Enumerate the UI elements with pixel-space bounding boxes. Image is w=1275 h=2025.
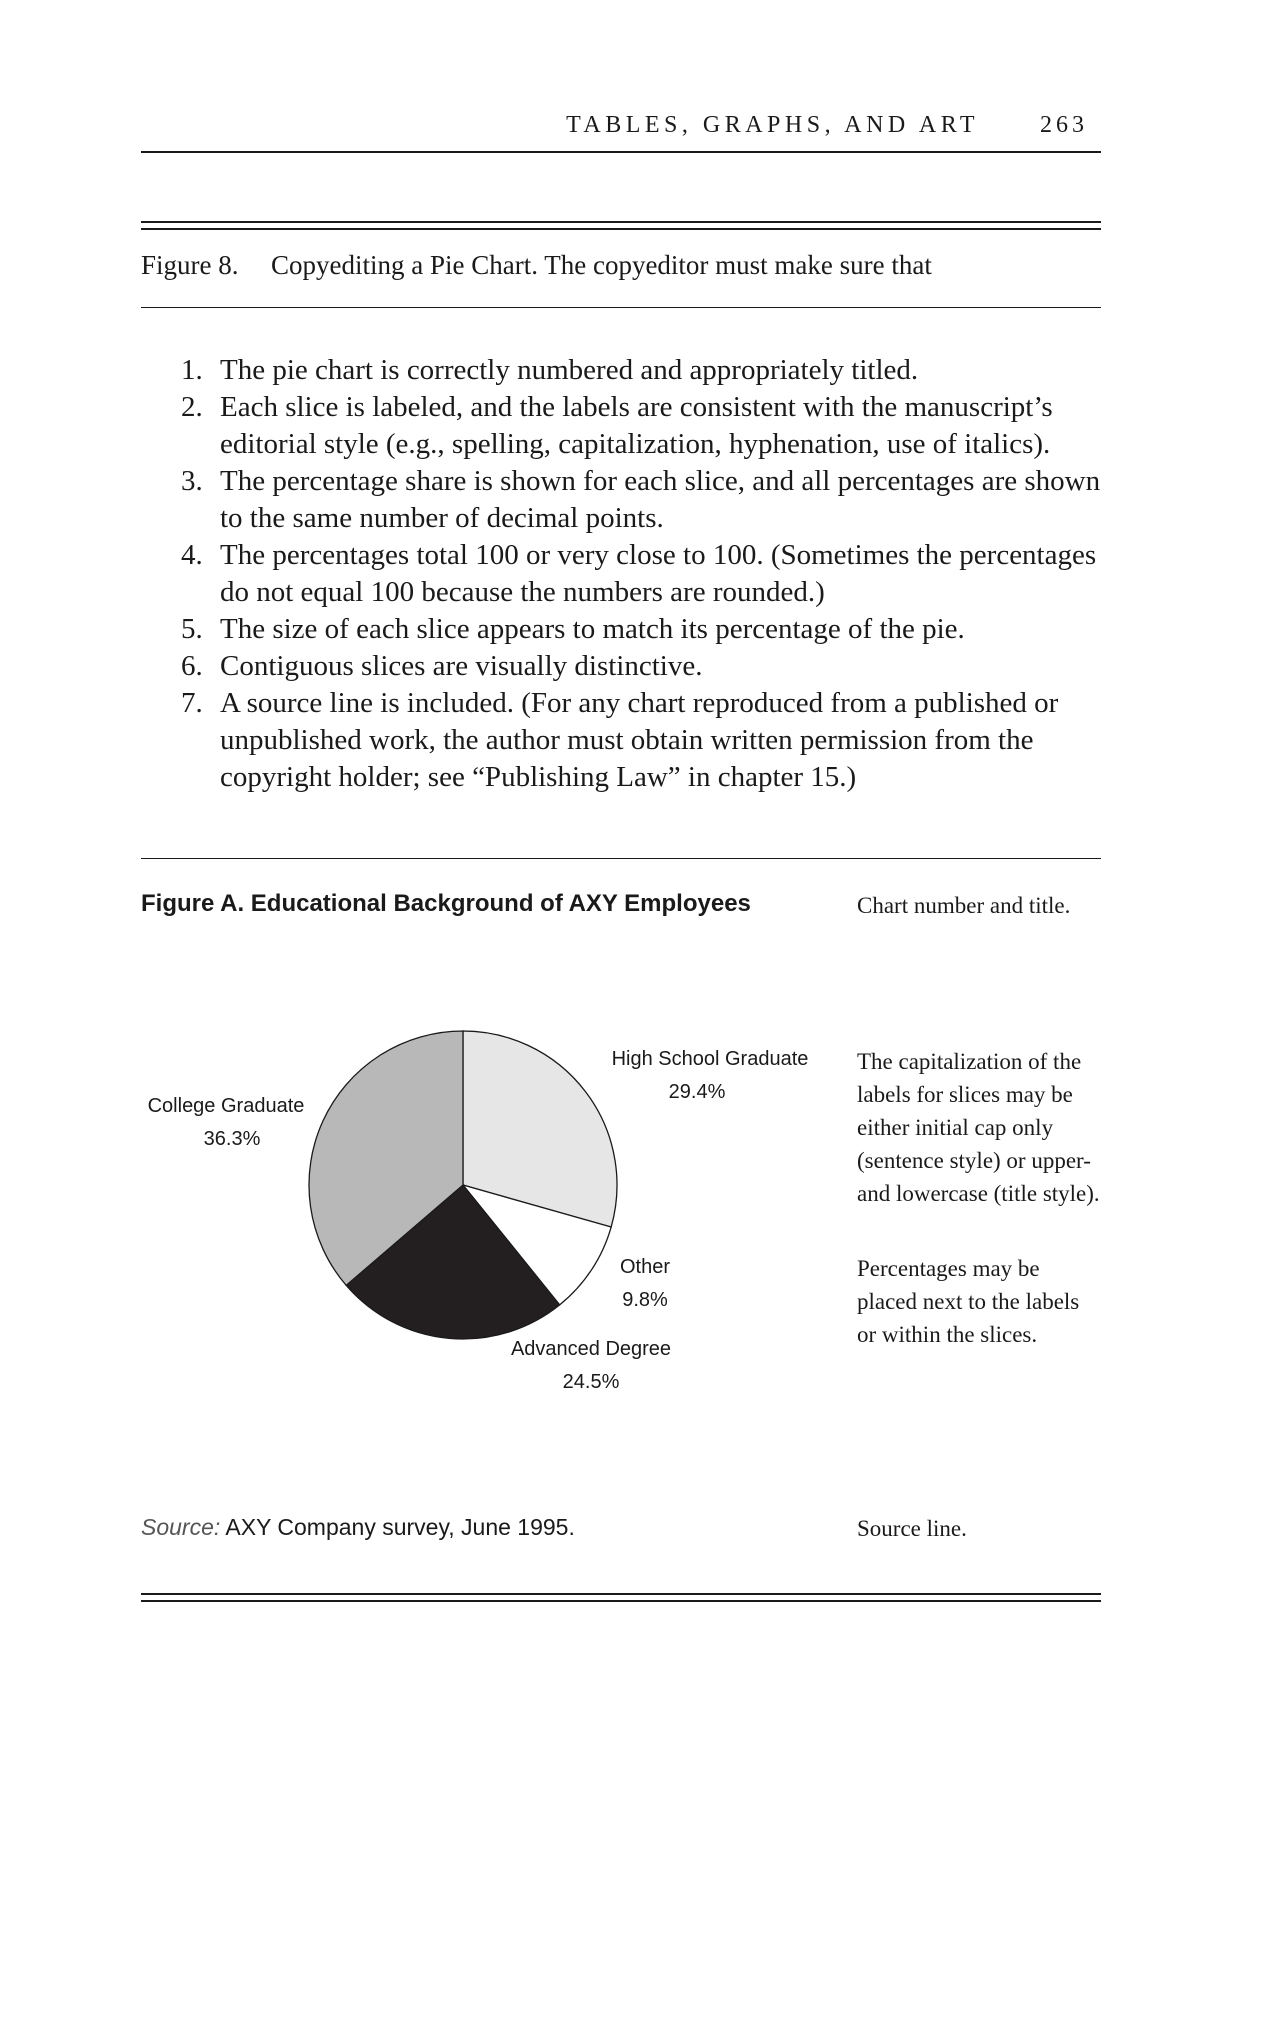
- running-head: TABLES, GRAPHS, AND ART: [566, 112, 979, 138]
- title-note: Chart number and title.: [857, 893, 1071, 918]
- percentage-note: [857, 1252, 1117, 1351]
- source-label: Source:: [141, 1514, 221, 1540]
- note-line: Percentages may be: [857, 1256, 1040, 1281]
- slice-name-college: College Graduate: [147, 1095, 305, 1117]
- slice-value-college: 36.3%: [203, 1128, 261, 1150]
- note-line: or within the slices.: [857, 1322, 1038, 1347]
- slice-value-advanced: 24.5%: [562, 1371, 620, 1393]
- note-line: The capitalization of the: [857, 1049, 1082, 1074]
- list-text: The pie chart is correctly numbered and appropriately titled.: [220, 354, 919, 386]
- note-line: (sentence style) or upper-: [857, 1148, 1091, 1173]
- slice-name-high-school: High School Graduate: [611, 1048, 809, 1070]
- capitalization-note: [857, 1045, 1117, 1210]
- pie-slices: [309, 1031, 617, 1339]
- chart-title: Figure A. Educational Background of AXY Employees: [141, 890, 751, 917]
- note-line: either initial cap only: [857, 1115, 1054, 1140]
- source-line: [141, 1514, 575, 1541]
- list-number: 5.: [181, 613, 203, 645]
- bottom-rule-1: [141, 1593, 1101, 1595]
- list-number: 3.: [181, 465, 203, 497]
- slice-name-other: Other: [619, 1256, 671, 1278]
- list-number: 2.: [181, 391, 203, 423]
- list-number: 4.: [181, 539, 203, 571]
- page-number: 263: [1040, 112, 1088, 138]
- note-line: and lowercase (title style).: [857, 1181, 1100, 1206]
- note-line: labels for slices may be: [857, 1082, 1073, 1107]
- list-number: 7.: [181, 687, 203, 719]
- list-text: Each slice is labeled, and the labels are consistent with the manuscript’s editorial style (e.g., spelling, capitalization, hyphenation, use of italics).: [220, 391, 1053, 460]
- bottom-rule-2: [141, 1600, 1101, 1602]
- list-number: 6.: [181, 650, 203, 682]
- figure-title: Copyediting a Pie Chart. The copyeditor must make sure that: [271, 250, 932, 280]
- note-line: placed next to the labels: [857, 1289, 1080, 1314]
- list-number: 1.: [181, 354, 203, 386]
- source-text: AXY Company survey, June 1995.: [220, 1514, 575, 1540]
- list-text: The percentage share is shown for each slice, and all percentages are shown to the same number of decimal points.: [220, 465, 1101, 534]
- slice-value-other: 9.8%: [622, 1289, 668, 1311]
- figure-number: Figure 8.: [141, 250, 239, 280]
- list-text: The percentages total 100 or very close to 100. (Sometimes the percentages do not equal 100 because the numbers are rounded.): [220, 539, 1097, 608]
- slice-name-advanced: Advanced Degree: [510, 1338, 672, 1360]
- slice-value-high-school: 29.4%: [668, 1081, 726, 1103]
- list-text: A source line is included. (For any chart reproduced from a published or unpublished work, the author must obtain written permission from the copyright holder; see “Publishing Law” in chapter 15.): [220, 687, 1059, 793]
- source-note: Source line.: [857, 1516, 967, 1541]
- list-text: The size of each slice appears to match its percentage of the pie.: [220, 613, 965, 645]
- list-text: Contiguous slices are visually distinctive.: [220, 650, 703, 682]
